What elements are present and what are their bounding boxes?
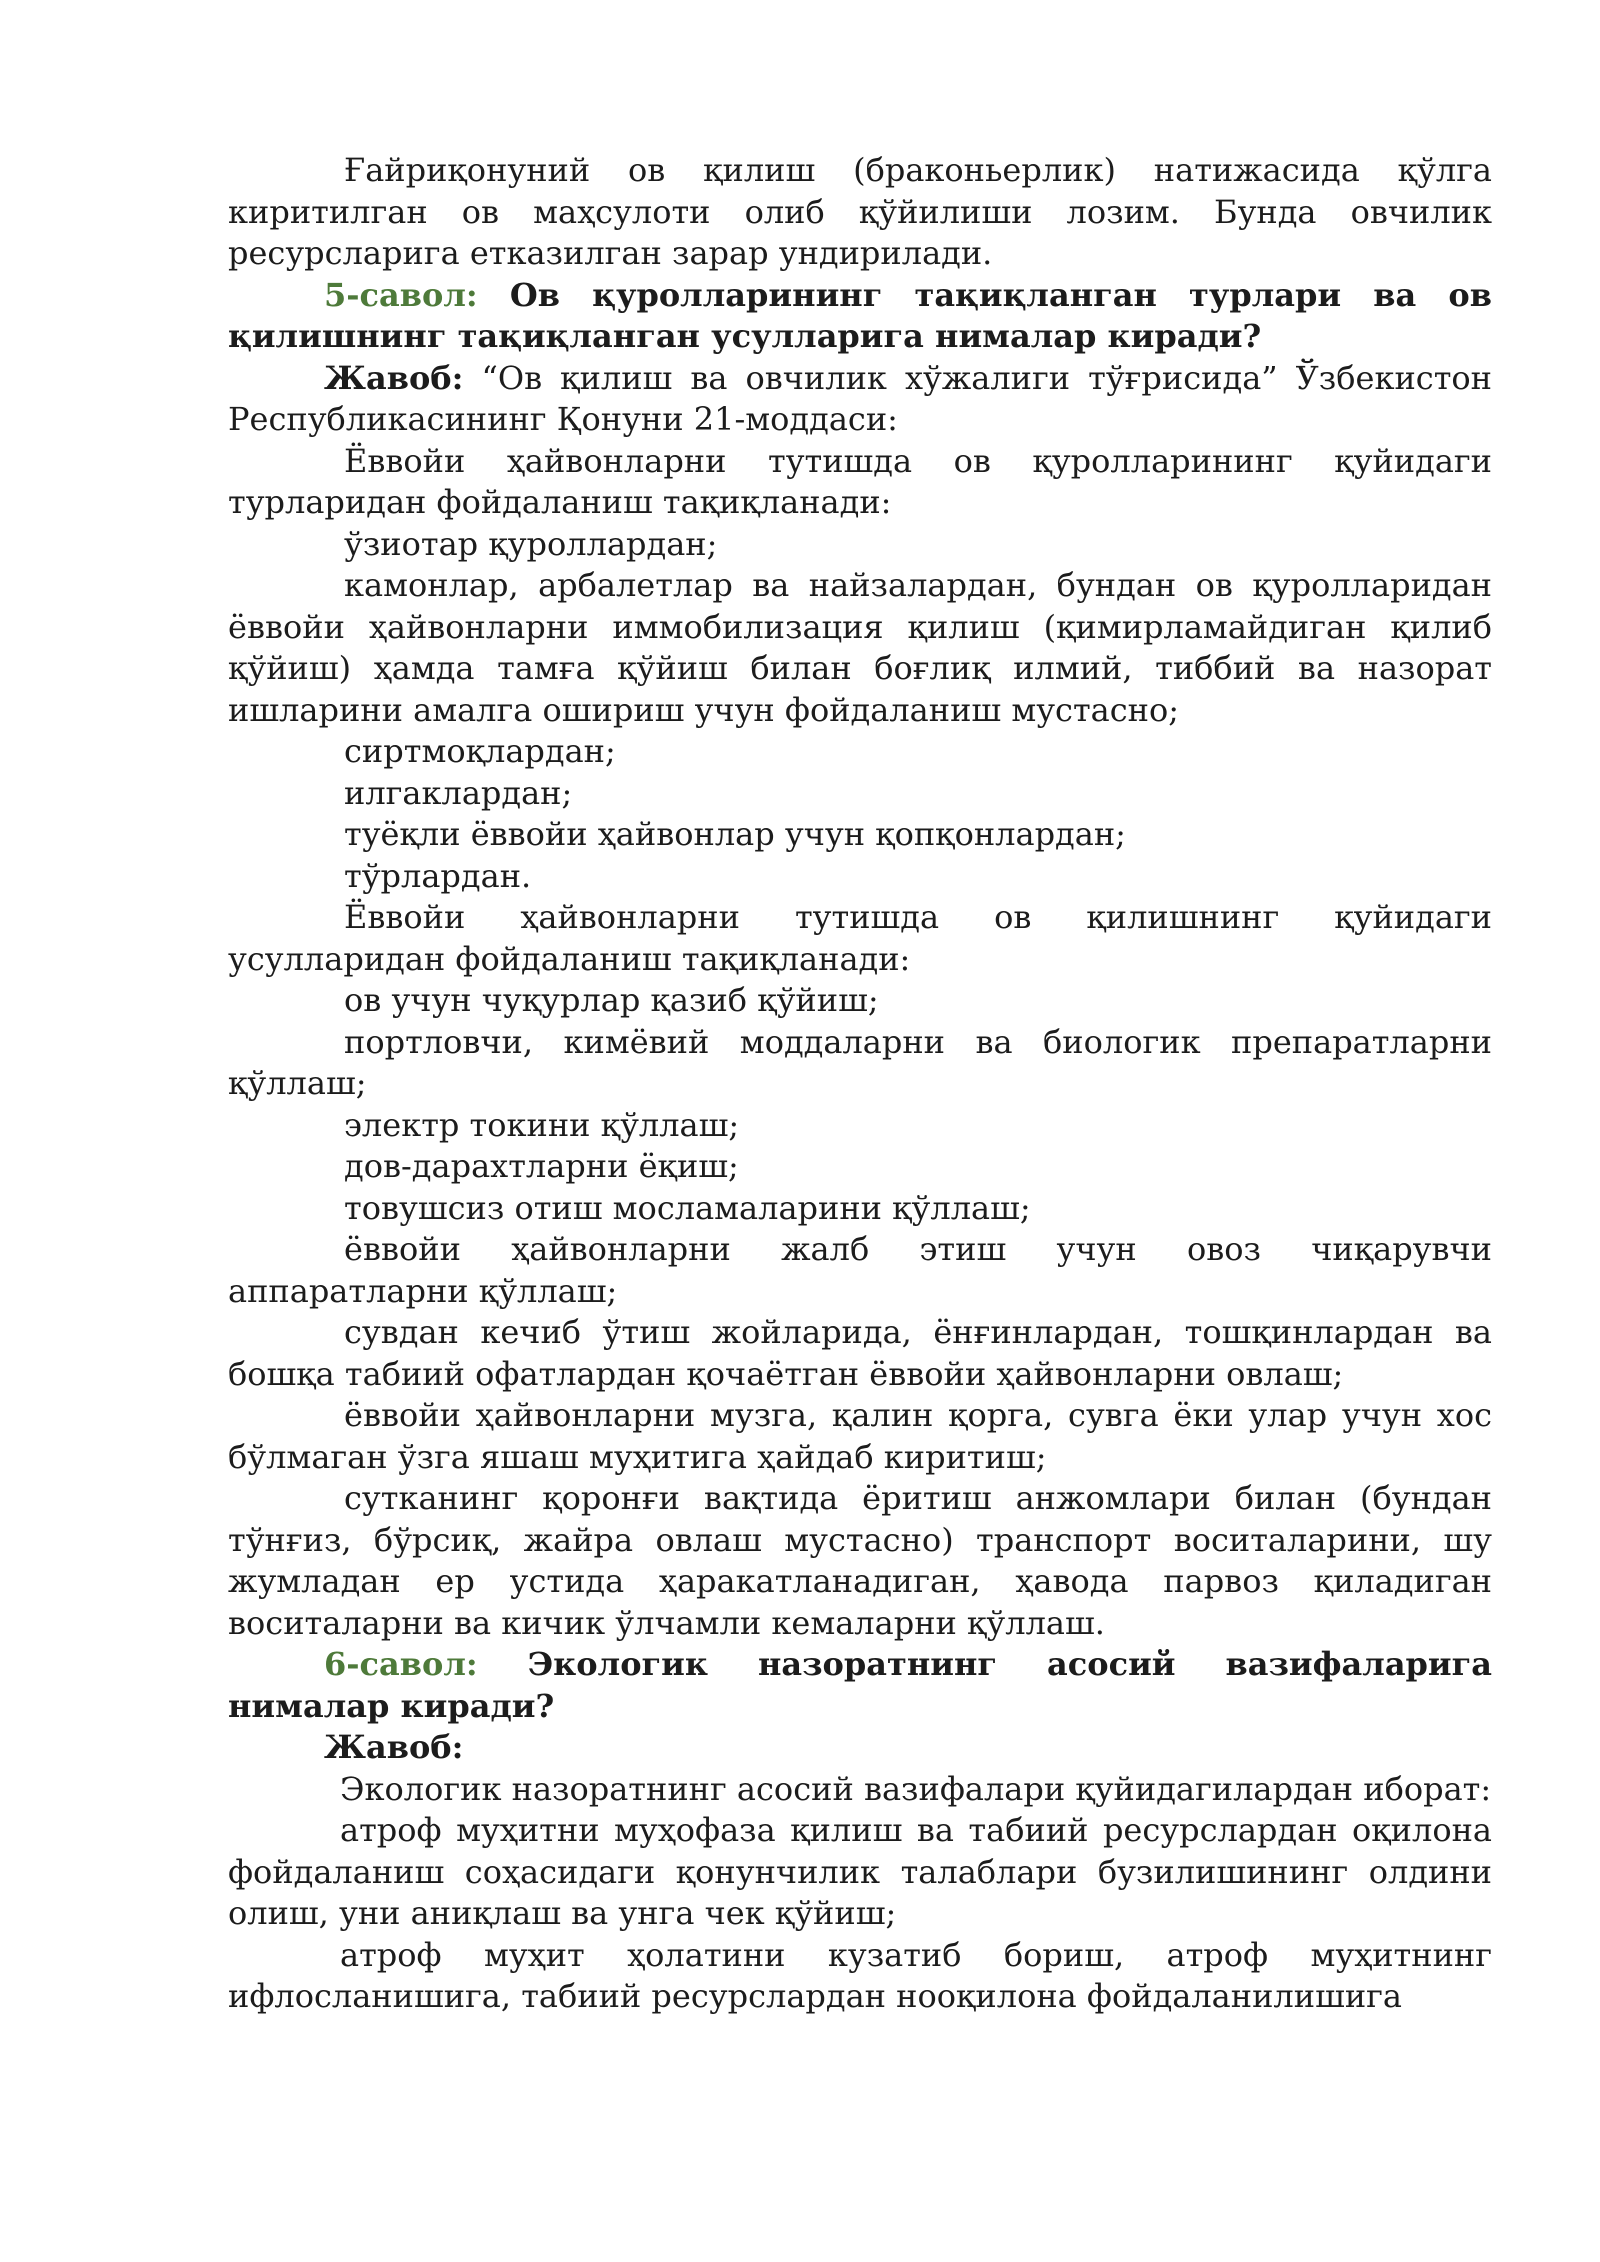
- methods-item: ёввойи ҳайвонларни жалб этиш учун овоз чиқарувчи аппаратларни қўллаш;: [228, 1230, 1492, 1310]
- answer-6-label-paragraph: [228, 1727, 1492, 1769]
- methods-item: ов учун чуқурлар қазиб қўйиш;: [344, 981, 879, 1019]
- methods-item: сувдан кечиб ўтиш жойларида, ёнғинлардан, тошқинлардан ва бошқа табиий офатлардан қочаётган ёввойи ҳайвонларни овлаш;: [228, 1313, 1492, 1393]
- weapons-item: туёқли ёввойи ҳайвонлар учун қопқонлардан;: [344, 815, 1126, 853]
- question-6: [228, 1644, 1492, 1727]
- weapons-item: тўрлардан.: [344, 856, 532, 895]
- question-6-number: 6-савол:: [324, 1645, 478, 1683]
- weapons-item: ўзиотар қуроллардан;: [344, 524, 718, 563]
- methods-item: ёввойи ҳайвонларни музга, қалин қорга, сувга ёки улар учун хос бўлмаган ўзга яшаш муҳитига ҳайдаб киритиш;: [228, 1396, 1492, 1476]
- weapons-intro: Ёввойи ҳайвонларни тутишда ов қуролларининг қуйидаги турларидан фойдаланиш тақиқланади:: [228, 441, 1492, 521]
- document-page: [228, 150, 1492, 2018]
- paragraph-poaching: Ғайриқонуний ов қилиш (браконьерлик) натижасида қўлга киритилган ов маҳсулоти олиб қўйилиши лозим. Бунда овчилик ресурсларига етказилган зарар ундирилади.: [228, 151, 1492, 272]
- methods-item: дов-дарахтларни ёқиш;: [344, 1147, 739, 1185]
- methods-item: электр токини қўллаш;: [344, 1105, 740, 1144]
- weapons-item: илгаклардан;: [344, 773, 573, 812]
- methods-intro: Ёввойи ҳайвонларни тутишда ов қилишнинг қуйидаги усулларидан фойдаланиш тақиқланади:: [228, 898, 1492, 978]
- answer-5-intro-paragraph: [228, 358, 1492, 441]
- answer-6-item: атроф муҳитни муҳофаза қилиш ва табиий ресурслардан оқилона фойдаланиш соҳасидаги қонунчилик талаблари бузилишининг олдини олиш, уни аниқлаш ва унга чек қўйиш;: [228, 1811, 1492, 1932]
- methods-item: сутканинг қоронғи вақтида ёритиш анжомлари билан (бундан тўнғиз, бўрсиқ, жайра овлаш мустасно) транспорт воситаларини, шу жумладан ер устида ҳаракатланадиган, ҳавода парвоз қиладиган воситаларни ва кичик ўлчамли кемаларни қўллаш.: [228, 1479, 1492, 1642]
- question-5-number: 5-савол:: [324, 275, 478, 314]
- question-5-text: Ов қуролларининг тақиқланган турлари ва ов қилишнинг тақиқланган усулларига нималар киради?: [228, 275, 1493, 355]
- answer-5-intro: “Ов қилиш ва овчилик хўжалиги тўғрисида” Ўзбекистон Республикасининг Қонуни 21-моддаси:: [228, 358, 1493, 438]
- weapons-item: камонлар, арбалетлар ва найзалардан, бундан ов қуролларидан ёввойи ҳайвонларни иммобилизация қилиш (қимирламайдиган қилиб қўйиш) ҳамда тамға қўйиш билан боғлиқ илмий, тиббий ва назорат ишларини амалга ошириш учун фойдаланиш мустасно;: [228, 566, 1492, 729]
- answer-6-intro: Экологик назоратнинг асосий вазифалари қуйидагилардан иборат:: [340, 1769, 1492, 1808]
- question-6-text: Экологик назоратнинг асосий вазифаларига нималар киради?: [228, 1645, 1493, 1725]
- question-5: [228, 275, 1492, 358]
- answer-6-label: Жавоб:: [324, 1728, 464, 1766]
- methods-item: портловчи, кимёвий моддаларни ва биологик препаратларни қўллаш;: [228, 1022, 1492, 1102]
- weapons-item: сиртмоқлардан;: [344, 732, 616, 770]
- answer-5-label: Жавоб:: [324, 358, 464, 397]
- methods-item: товушсиз отиш мосламаларини қўллаш;: [344, 1188, 1031, 1227]
- answer-6-item: атроф муҳит ҳолатини кузатиб бориш, атроф муҳитнинг ифлосланишига, табиий ресурслардан нооқилона фойдаланилишига: [228, 1935, 1492, 2015]
